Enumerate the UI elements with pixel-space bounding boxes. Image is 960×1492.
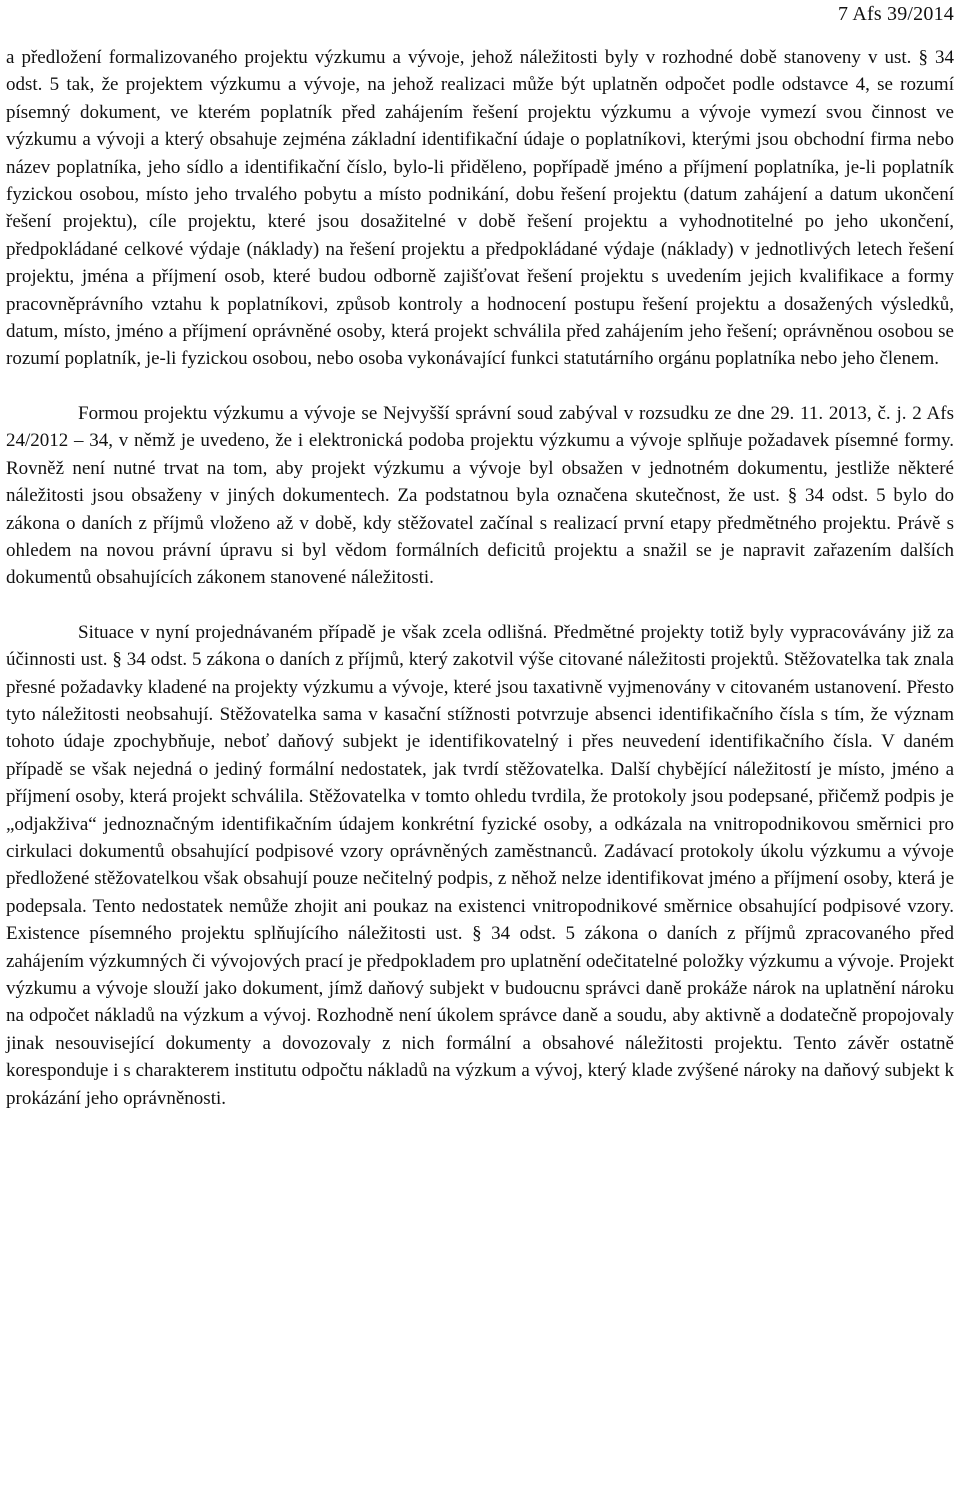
- paragraph-1: a předložení formalizovaného projektu výzkumu a vývoje, jehož náležitosti byly v rozhodné době stanoveny v ust. § 34 odst. 5 tak, že projektem výzkumu a vývoje, na jehož realizaci může být uplatněn odpočet podle odstavce 4, se rozumí písemný dokument, ve kterém poplatník před zahájením řešení projektu výzkumu a vývoje vymezí svou činnost ve výzkumu a vývoji a který obsahuje zejména základní identifikační údaje o poplatníkovi, kterými jsou obchodní firma nebo název poplatníka, jeho sídlo a identifikační číslo, bylo-li přiděleno, popřípadě jméno a příjmení poplatníka, je-li poplatník fyzickou osobou, místo jeho trvalého pobytu a místo podnikání, dobu řešení projektu (datum zahájení a datum ukončení řešení projektu), cíle projektu, které jsou dosažitelné v době řešení projektu a vyhodnotitelné po jeho ukončení, předpokládané celkové výdaje (náklady) na řešení projektu a předpokládané výdaje (náklady) v jednotlivých letech řešení projektu, jména a příjmení osob, které budou odborně zajišťovat řešení projektu s uvedením jejich kvalifikace a formy pracovněprávního vztahu k poplatníkovi, způsob kontroly a hodnocení postupu řešení projektu a dosažených výsledků, datum, místo, jméno a příjmení oprávněné osoby, která projekt schválila před zahájením jeho řešení; oprávněnou osobou se rozumí poplatník, je-li fyzickou osobou, nebo osoba vykonávající funkci statutárního orgánu poplatníka nebo jeho členem.: [6, 47, 954, 370]
- paragraph-2: Formou projektu výzkumu a vývoje se Nejvyšší správní soud zabýval v rozsudku ze dne 29. 11. 2013, č. j. 2 Afs 24/2012 – 34, v němž je uvedeno, že i elektronická podoba projektu výzkumu a vývoje splňuje požadavek písemné formy. Rovněž není nutné trvat na tom, aby projekt výzkumu a vývoje byl obsažen v jednotném dokumentu, jestliže některé náležitosti jsou obsaženy v jiných dokumentech. Za podstatnou byla označena skutečnost, že ust. § 34 odst. 5 bylo do zákona o daních z příjmů vloženo až v době, kdy stěžovatel začínal s realizací první etapy předmětného projektu. Právě s ohledem na novou právní úpravu si byl vědom formálních deficitů projektu a snažil se je napravit zařazením dalších dokumentů obsahujících zákonem stanovené náležitosti.: [6, 402, 954, 589]
- document-body: [6, 44, 954, 1112]
- paragraph-3: Situace v nyní projednávaném případě je však zcela odlišná. Předmětné projekty totiž byly vypracovávány již za účinnosti ust. § 34 odst. 5 zákona o daních z příjmů, který zakotvil výše citované náležitosti projektů. Stěžovatelka tak znala přesné požadavky kladené na projekty výzkumu a vývoje, které jsou taxativně vyjmenovány v citovaném ustanovení. Přesto tyto náležitosti neobsahují. Stěžovatelka sama v kasační stížnosti potvrzuje absenci identifikačního čísla s tím, že význam tohoto údaje zpochybňuje, neboť daňový subjekt je identifikovatelný i přes neuvedení identifikačního čísla. V daném případě se však nejedná o jediný formální nedostatek, jak tvrdí stěžovatelka. Další chybějící náležitostí je místo, jméno a příjmení osoby, která projekt schválila. Stěžovatelka v tomto ohledu tvrdila, že protokoly jsou podepsané, přičemž podpis je „odjakživa“ jednoznačným identifikačním údajem konkrétní fyzické osoby, a odkázala na vnitropodnikovou směrnici pro cirkulaci dokumentů obsahující podpisové vzory oprávněných zaměstnanců. Zadávací protokoly úkolu výzkumu a vývoje předložené stěžovatelkou však obsahují pouze nečitelný podpis, z něhož nelze identifikovat jméno a příjmení osoby, která je podepsala. Tento nedostatek nemůže zhojit ani poukaz na existenci vnitropodnikové směrnice obsahující podpisové vzory. Existence písemného projektu splňujícího náležitosti ust. § 34 odst. 5 zákona o daních z příjmů zpracovaného před zahájením výzkumných či vývojových prací je předpokladem pro uplatnění odečitatelné položky výzkumu a vývoje. Projekt výzkumu a vývoje slouží jako dokument, jímž daňový subjekt v budoucnu správci daně prokáže nárok na uplatnění nároku na odpočet nákladů na výzkum a vývoj. Rozhodně není úkolem správce daně a soudu, aby aktivně a dodatečně propojovaly jinak nesouvisející dokumenty a dovozovaly z nich formální a obsahové náležitosti projektu. Tento závěr ostatně koresponduje i s charakterem institutu odpočtu nákladů na výzkum a vývoj, který klade zvýšené nároky na daňový subjekt k prokázání jeho oprávněnosti.: [6, 621, 954, 1109]
- paragraph-spacer: [6, 592, 954, 619]
- page-header-case-number: 7 Afs 39/2014: [838, 3, 954, 25]
- paragraph-spacer: [6, 373, 954, 400]
